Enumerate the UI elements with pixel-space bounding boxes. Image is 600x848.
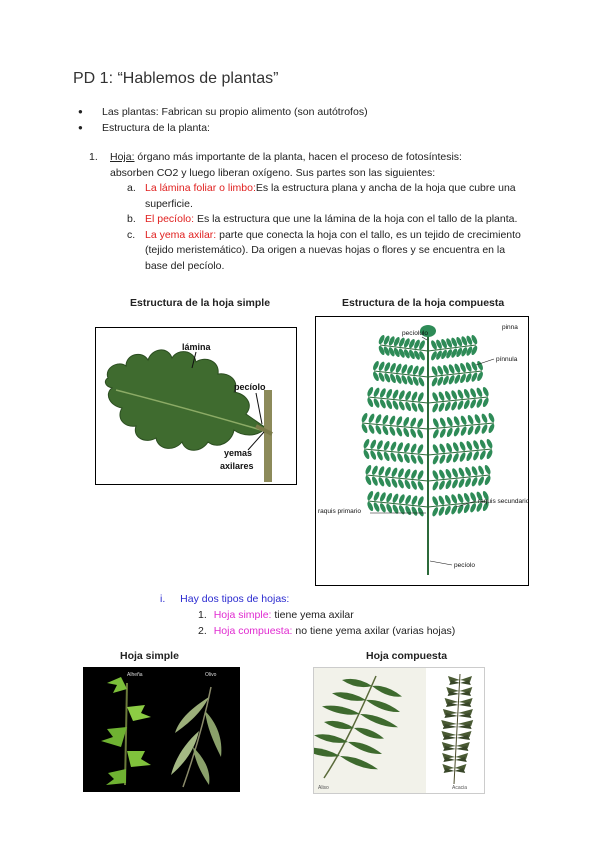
item-line: absorben CO2 y luego liberan oxígeno. Sus partes son las siguientes: [110, 166, 436, 179]
label-yemas: yemas [224, 448, 253, 458]
alder-acacia-icon [314, 668, 484, 793]
item-number: 1. [89, 151, 98, 163]
label-raquis-primario: raquis primario [318, 508, 361, 515]
bullet-text: Las plantas: Fabrican su propio alimento (son autótrofos) [102, 106, 368, 118]
list-item [78, 120, 368, 136]
list-item: 1. Hoja simple: tiene yema axilar [198, 609, 354, 621]
page-title: PD 1: “Hablemos de plantas” [73, 70, 279, 87]
label-pinna: pinna [502, 324, 518, 331]
item-term: Hoja: [110, 151, 135, 163]
bullet-icon: ● [78, 107, 83, 116]
bullet-text: Estructura de la planta: [102, 122, 210, 134]
sub-item-lamina: a. La lámina foliar o limbo:Es la estructura plana y ancha de la hoja que cubre una superficie. [127, 182, 516, 210]
fern-leaf-icon [316, 317, 528, 585]
label-peciolulo: pecíolulo [402, 330, 429, 337]
list-item: 2. Hoja compuesta: no tiene yema axilar (varias hojas) [198, 625, 456, 637]
item-line: órgano más importante de la planta, hacen el proceso de fotosíntesis: [134, 151, 462, 163]
figure-caption: Hoja compuesta [366, 650, 448, 662]
item-body [110, 150, 529, 274]
numbered-list [89, 150, 529, 274]
types-list [160, 591, 455, 639]
sub-item-term: La lámina foliar o limbo: [145, 182, 256, 194]
simple-leaves-photo [83, 667, 240, 792]
svg-text:Acacia: Acacia [452, 785, 468, 791]
label-peciolo: pecíolo [454, 562, 475, 569]
types-heading: i. Hay dos tipos de hojas: [160, 593, 290, 605]
label-axilares: axilares [220, 461, 254, 471]
sub-item-yema: c. La yema axilar: parte que conecta la hoja con el tallo, es un tejido de crecimiento (tejido meristemático). Da origen a nuevas hojas o flores y se encuentra en la base del pecíolo. [127, 228, 521, 272]
bullet-list [78, 104, 368, 136]
holly-olive-icon [83, 667, 240, 792]
figure-caption: Estructura de la hoja compuesta [342, 297, 505, 309]
sub-item-text: Es la estructura plana y ancha de la hoja que cubre una superficie. [145, 182, 516, 210]
simple-leaf-diagram [95, 327, 297, 485]
svg-text:Olivo: Olivo [205, 672, 217, 678]
svg-text:Alheña: Alheña [127, 672, 143, 678]
oak-leaf-icon [96, 328, 296, 484]
figure-caption: Hoja simple [120, 650, 179, 662]
sub-item-term: El pecíolo: [145, 213, 195, 225]
compound-leaves-photo [313, 667, 485, 794]
bullet-icon: ● [78, 123, 83, 132]
label-raquis-secundario: raquis secundario [478, 498, 528, 505]
sub-item-text: Es la estructura que une la lámina de la hoja con el tallo de la planta. [194, 213, 518, 225]
svg-text:Aliso: Aliso [318, 785, 329, 791]
compound-leaf-diagram [315, 316, 529, 586]
label-peciolo: pecíolo [234, 382, 266, 392]
sub-item-peciolo: b. El pecíolo: Es la estructura que une la lámina de la hoja con el tallo de la planta. [127, 213, 518, 225]
sub-item-text: parte que conecta la hoja con el tallo, es un tejido de crecimiento (tejido meristemático). Da origen a nuevas hojas o flores y se encuentra en la base del pecíolo. [145, 228, 521, 272]
list-item [78, 104, 368, 120]
label-pinnula: pínnula [496, 356, 518, 363]
sub-item-term: La yema axilar: [145, 228, 217, 241]
figure-caption: Estructura de la hoja simple [130, 297, 271, 309]
label-lamina: lámina [182, 342, 211, 352]
